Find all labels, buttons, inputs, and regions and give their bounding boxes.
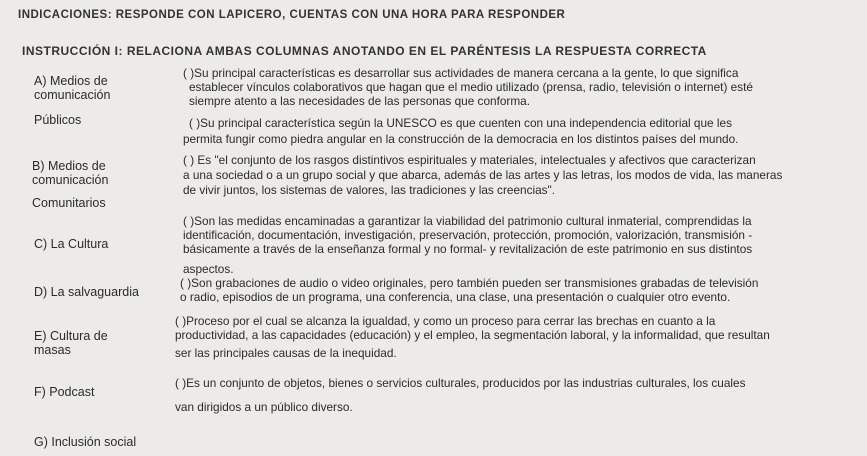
- left-item-d: D) La salvaguardia: [34, 285, 139, 299]
- left-item-c: C) La Cultura: [34, 237, 109, 251]
- left-item-a-line3: Públicos: [34, 113, 82, 127]
- left-item-e-line2: masas: [34, 343, 71, 357]
- right-item-3-line1: ( ) Es "el conjunto de los rasgos distintivos espirituales y materiales, intelectuales y afectivos que caracterizan: [183, 153, 756, 167]
- right-item-1-line2: establecer vínculos colaborativos que hagan que el medio utilizado (prensa, radio, televisión o internet) esté: [189, 80, 753, 94]
- instruction-header: INSTRUCCIÓN I: RELACIONA AMBAS COLUMNAS ANOTANDO EN EL PARÉNTESIS LA RESPUESTA CORRECTA: [22, 44, 707, 58]
- indications-header: INDICACIONES: RESPONDE CON LAPICERO, CUENTAS CON UNA HORA PARA RESPONDER: [18, 9, 566, 21]
- right-item-3-line2: a una sociedad o a un grupo social y que abarca, además de las artes y las letras, los modos de vida, las maneras: [183, 168, 783, 182]
- left-item-a-line2: comunicación: [34, 88, 111, 102]
- left-item-b-line1: B) Medios de: [32, 159, 106, 173]
- right-item-1-line3: siempre atento a las necesidades de las personas que conforma.: [189, 94, 531, 108]
- right-item-2-line2: permita fungir como piedra angular en la construcción de la democracia en los distintos países del mundo.: [183, 132, 739, 146]
- right-item-1-line1: ( )Su principal características es desarrollar sus actividades de manera cercana a la gente, lo que significa: [183, 66, 739, 80]
- right-item-4-line1: ( )Son las medidas encaminadas a garantizar la viabilidad del patrimonio cultural inmaterial, comprendidas la: [183, 214, 752, 228]
- left-item-e-line1: E) Cultura de: [34, 329, 108, 343]
- left-item-b-line2: comunicación: [32, 173, 109, 187]
- right-item-5-line1: ( )Son grabaciones de audio o video originales, pero también pueden ser transmisiones grabadas de televisión: [180, 276, 759, 290]
- left-item-f: F) Podcast: [34, 385, 95, 399]
- left-item-g: G) Inclusión social: [34, 435, 137, 449]
- left-item-b-line3: Comunitarios: [32, 196, 106, 210]
- right-item-4-line3: básicamente a través de la enseñanza formal y no formal- y revitalización de este patrimonio en sus distintos: [183, 242, 753, 256]
- right-item-6-line2: productividad, a las capacidades (educación) y el empleo, la segmentación laboral, y la informalidad, que resultan: [175, 328, 770, 342]
- right-item-6-line1: ( )Proceso por el cual se alcanza la igualdad, y como un proceso para cerrar las brechas en cuanto a la: [175, 314, 716, 328]
- right-item-3-line3: de vivir juntos, los sistemas de valores, las tradiciones y las creencias".: [183, 183, 556, 197]
- right-item-4-line4: aspectos.: [183, 262, 234, 276]
- right-item-2-line1: ( )Su principal característica según la UNESCO es que cuenten con una independencia editorial que les: [189, 116, 732, 130]
- right-item-5-line2: o radio, episodios de un programa, una conferencia, una clase, una presentación o cualquier otro evento.: [180, 290, 731, 304]
- right-item-4-line2: identificación, documentación, investigación, preservación, protección, promoción, valorización, transmisión -: [183, 228, 753, 242]
- right-item-7-line2: van dirigidos a un público diverso.: [175, 400, 353, 414]
- right-item-7-line1: ( )Es un conjunto de objetos, bienes o servicios culturales, producidos por las industrias culturales, los cuales: [175, 376, 746, 390]
- left-item-a-line1: A) Medios de: [34, 74, 108, 88]
- right-item-6-line3: ser las principales causas de la inequidad.: [175, 346, 397, 360]
